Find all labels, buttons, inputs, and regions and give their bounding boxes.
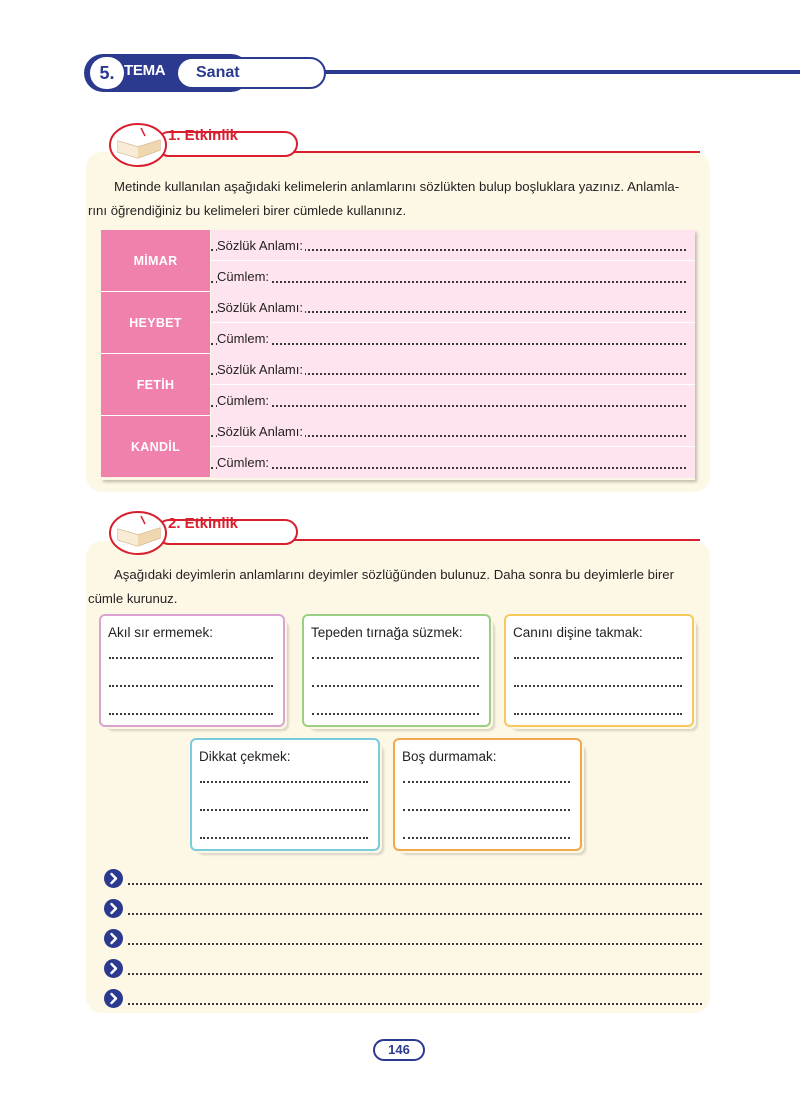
answer-line[interactable]: [312, 685, 479, 687]
chevron-right-icon: [104, 989, 123, 1008]
activity2-instruction: [88, 563, 708, 611]
sentence-row: [104, 926, 702, 956]
answer-line[interactable]: [514, 685, 682, 687]
word-cell: KANDİL: [101, 416, 210, 477]
sentence-field[interactable]: [211, 447, 695, 478]
word-cell: MİMAR: [101, 230, 210, 291]
table-row: [101, 230, 695, 292]
answer-line[interactable]: [109, 657, 273, 659]
answer-line[interactable]: [200, 781, 368, 783]
answer-line[interactable]: [403, 781, 570, 783]
meaning-label: Sözlük Anlamı:: [217, 300, 303, 315]
sentence-label: Cümlem:: [217, 393, 270, 408]
theme-number: 5.: [90, 57, 124, 89]
answer-line[interactable]: [200, 837, 368, 839]
answer-line[interactable]: [514, 713, 682, 715]
activity1-heading: [108, 126, 700, 162]
activity2-heading: [108, 514, 700, 550]
instruction-line: cümle kurunuz.: [88, 591, 178, 606]
meaning-field[interactable]: [211, 230, 695, 261]
theme-header: [84, 52, 800, 94]
instruction-line: Metinde kullanılan aşağıdaki kelimelerin anlamlarını sözlükten bulup boşluklara yazınız. Anlamla-: [114, 179, 680, 194]
word-cell: FETİH: [101, 354, 210, 415]
open-book-icon: [108, 508, 170, 556]
word-cell: HEYBET: [101, 292, 210, 353]
answer-line[interactable]: [109, 685, 273, 687]
vocabulary-table: [101, 230, 695, 480]
instruction-line: rını öğrendiğiniz bu kelimeleri birer cümlede kullanınız.: [88, 203, 407, 218]
table-row: [101, 416, 695, 477]
idiom-title: Boş durmamak:: [402, 749, 497, 764]
answer-line[interactable]: [109, 713, 273, 715]
sentence-label: Cümlem:: [217, 269, 270, 284]
theme-word: TEMA: [124, 62, 166, 79]
chevron-right-icon: [104, 929, 123, 948]
meaning-field[interactable]: [211, 354, 695, 385]
idiom-title: Tepeden tırnağa süzmek:: [311, 625, 463, 640]
sentence-label: Cümlem:: [217, 331, 270, 346]
idiom-title: Canını dişine takmak:: [513, 625, 643, 640]
sentence-row: [104, 866, 702, 896]
table-row: [101, 292, 695, 354]
idiom-box[interactable]: [302, 614, 491, 727]
sentence-row: [104, 896, 702, 926]
activity1-instruction: [88, 175, 708, 223]
theme-name: Sanat: [196, 64, 240, 81]
idiom-box[interactable]: [99, 614, 285, 727]
idiom-title: Dikkat çekmek:: [199, 749, 291, 764]
answer-line[interactable]: [312, 713, 479, 715]
activity1-label: 1. Etkinlik: [168, 127, 239, 144]
sentence-row: [104, 956, 702, 986]
open-book-icon: [108, 120, 170, 168]
sentence-label: Cümlem:: [217, 455, 270, 470]
sentence-row: [104, 986, 702, 1016]
chevron-right-icon: [104, 899, 123, 918]
sentence-field[interactable]: [211, 323, 695, 354]
page-number: 146: [373, 1039, 425, 1061]
sentence-field[interactable]: [211, 385, 695, 416]
sentence-input-line[interactable]: [128, 973, 702, 975]
answer-line[interactable]: [312, 657, 479, 659]
sentence-input-line[interactable]: [128, 943, 702, 945]
meaning-field[interactable]: [211, 416, 695, 447]
sentence-input-line[interactable]: [128, 883, 702, 885]
meaning-field[interactable]: [211, 292, 695, 323]
answer-line[interactable]: [403, 809, 570, 811]
chevron-right-icon: [104, 869, 123, 888]
idiom-box[interactable]: [190, 738, 380, 851]
theme-badge: [84, 52, 252, 94]
meaning-label: Sözlük Anlamı:: [217, 238, 303, 253]
answer-line[interactable]: [514, 657, 682, 659]
sentence-input-line[interactable]: [128, 913, 702, 915]
chevron-right-icon: [104, 959, 123, 978]
answer-line[interactable]: [403, 837, 570, 839]
sentence-lines: [104, 866, 702, 1016]
table-row: [101, 354, 695, 416]
idiom-title: Akıl sır ermemek:: [108, 625, 214, 640]
answer-line[interactable]: [200, 809, 368, 811]
sentence-input-line[interactable]: [128, 1003, 702, 1005]
activity2-label: 2. Etkinlik: [168, 515, 239, 532]
meaning-label: Sözlük Anlamı:: [217, 362, 303, 377]
idiom-box[interactable]: [393, 738, 582, 851]
sentence-field[interactable]: [211, 261, 695, 292]
instruction-line: Aşağıdaki deyimlerin anlamlarını deyimler sözlüğünden bulunuz. Daha sonra bu deyimlerle birer: [114, 567, 675, 582]
idiom-box[interactable]: [504, 614, 694, 727]
meaning-label: Sözlük Anlamı:: [217, 424, 303, 439]
